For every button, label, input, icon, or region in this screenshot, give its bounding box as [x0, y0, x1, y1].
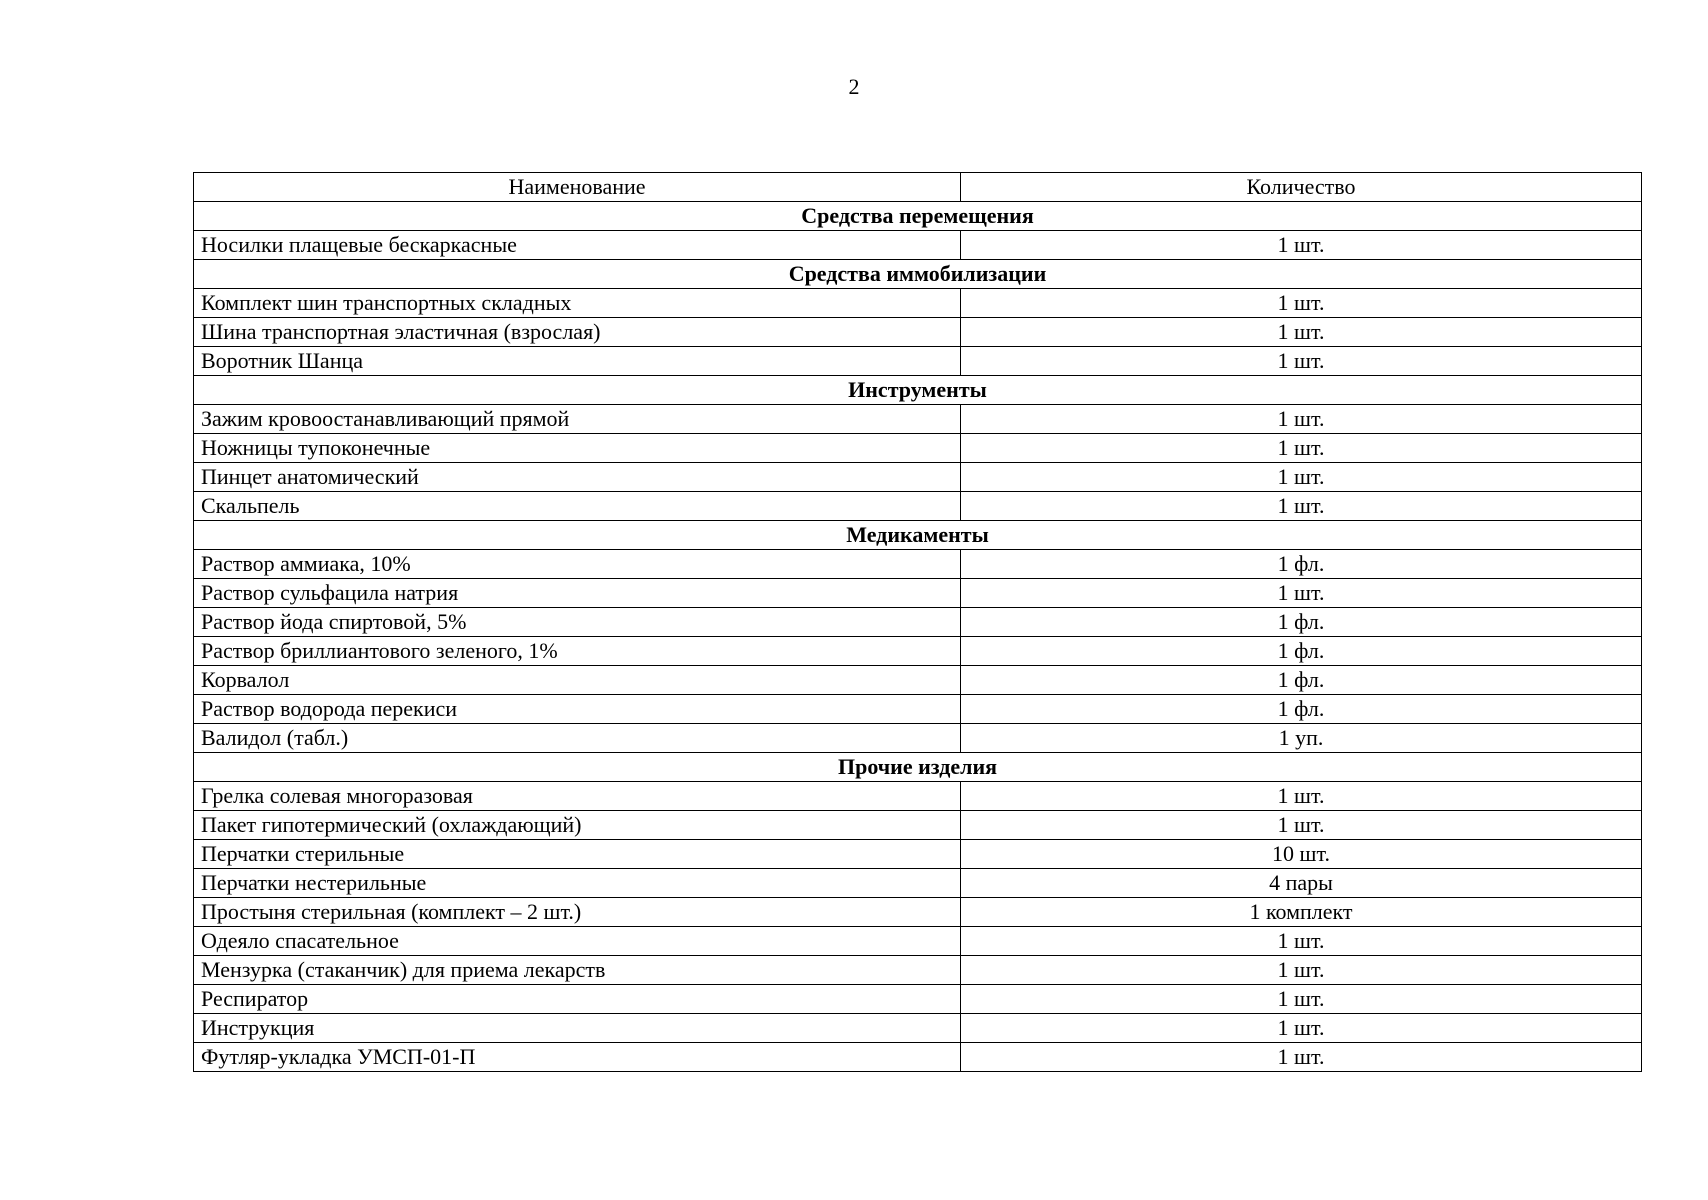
table-row [194, 1043, 1642, 1072]
table-row [194, 898, 1642, 927]
section-row [194, 202, 1642, 231]
item-quantity: 1 шт. [961, 927, 1642, 956]
table-row [194, 608, 1642, 637]
item-name: Воротник Шанца [194, 347, 961, 376]
table-row [194, 289, 1642, 318]
item-quantity: 1 шт. [961, 985, 1642, 1014]
item-name: Перчатки стерильные [194, 840, 961, 869]
item-quantity: 1 шт. [961, 492, 1642, 521]
item-name: Инструкция [194, 1014, 961, 1043]
section-title: Медикаменты [194, 521, 1642, 550]
item-name: Футляр-укладка УМСП-01-П [194, 1043, 961, 1072]
table-row [194, 347, 1642, 376]
section-title: Прочие изделия [194, 753, 1642, 782]
item-quantity: 1 фл. [961, 666, 1642, 695]
item-name: Раствор водорода перекиси [194, 695, 961, 724]
inventory-table [193, 172, 1642, 1072]
item-quantity: 1 фл. [961, 608, 1642, 637]
table-row [194, 811, 1642, 840]
table-row [194, 695, 1642, 724]
section-title: Средства иммобилизации [194, 260, 1642, 289]
item-quantity: 1 шт. [961, 463, 1642, 492]
item-name: Зажим кровоостанавливающий прямой [194, 405, 961, 434]
section-title: Средства перемещения [194, 202, 1642, 231]
item-name: Перчатки нестерильные [194, 869, 961, 898]
table-row [194, 1014, 1642, 1043]
table-header [194, 173, 1642, 202]
item-name: Валидол (табл.) [194, 724, 961, 753]
item-name: Скальпель [194, 492, 961, 521]
item-name: Пакет гипотермический (охлаждающий) [194, 811, 961, 840]
item-name: Мензурка (стаканчик) для приема лекарств [194, 956, 961, 985]
item-quantity: 4 пары [961, 869, 1642, 898]
table-row [194, 405, 1642, 434]
item-quantity: 1 шт. [961, 579, 1642, 608]
item-quantity: 1 шт. [961, 782, 1642, 811]
item-quantity: 1 уп. [961, 724, 1642, 753]
item-quantity: 1 фл. [961, 550, 1642, 579]
table-row [194, 550, 1642, 579]
item-quantity: 1 фл. [961, 695, 1642, 724]
table-row [194, 463, 1642, 492]
item-name: Грелка солевая многоразовая [194, 782, 961, 811]
table-row [194, 927, 1642, 956]
item-quantity: 1 шт. [961, 1043, 1642, 1072]
item-quantity: 1 шт. [961, 289, 1642, 318]
column-header-name: Наименование [194, 173, 961, 202]
table-row [194, 985, 1642, 1014]
item-quantity: 1 комплект [961, 898, 1642, 927]
item-name: Шина транспортная эластичная (взрослая) [194, 318, 961, 347]
table-row [194, 579, 1642, 608]
table-row [194, 956, 1642, 985]
item-name: Комплект шин транспортных складных [194, 289, 961, 318]
table-row [194, 492, 1642, 521]
section-title: Инструменты [194, 376, 1642, 405]
item-name: Носилки плащевые бескаркасные [194, 231, 961, 260]
table-row [194, 434, 1642, 463]
section-row [194, 260, 1642, 289]
item-quantity: 1 шт. [961, 811, 1642, 840]
section-row [194, 521, 1642, 550]
item-name: Респиратор [194, 985, 961, 1014]
header-row [194, 173, 1642, 202]
section-row [194, 753, 1642, 782]
item-quantity: 1 шт. [961, 347, 1642, 376]
item-name: Простыня стерильная (комплект – 2 шт.) [194, 898, 961, 927]
table-row [194, 231, 1642, 260]
item-name: Раствор аммиака, 10% [194, 550, 961, 579]
table-row [194, 840, 1642, 869]
table-row [194, 637, 1642, 666]
table-row [194, 869, 1642, 898]
item-name: Ножницы тупоконечные [194, 434, 961, 463]
item-name: Раствор сульфацила натрия [194, 579, 961, 608]
table-row [194, 666, 1642, 695]
table-row [194, 782, 1642, 811]
item-quantity: 1 шт. [961, 956, 1642, 985]
item-name: Одеяло спасательное [194, 927, 961, 956]
item-quantity: 1 шт. [961, 1014, 1642, 1043]
item-name: Раствор йода спиртовой, 5% [194, 608, 961, 637]
item-quantity: 10 шт. [961, 840, 1642, 869]
item-quantity: 1 шт. [961, 434, 1642, 463]
section-row [194, 376, 1642, 405]
item-name: Пинцет анатомический [194, 463, 961, 492]
item-quantity: 1 фл. [961, 637, 1642, 666]
item-quantity: 1 шт. [961, 231, 1642, 260]
item-quantity: 1 шт. [961, 405, 1642, 434]
table-body [194, 202, 1642, 1072]
page-number: 2 [848, 74, 860, 99]
table-row [194, 724, 1642, 753]
item-quantity: 1 шт. [961, 318, 1642, 347]
table-row [194, 318, 1642, 347]
item-name: Корвалол [194, 666, 961, 695]
column-header-quantity: Количество [961, 173, 1642, 202]
item-name: Раствор бриллиантового зеленого, 1% [194, 637, 961, 666]
